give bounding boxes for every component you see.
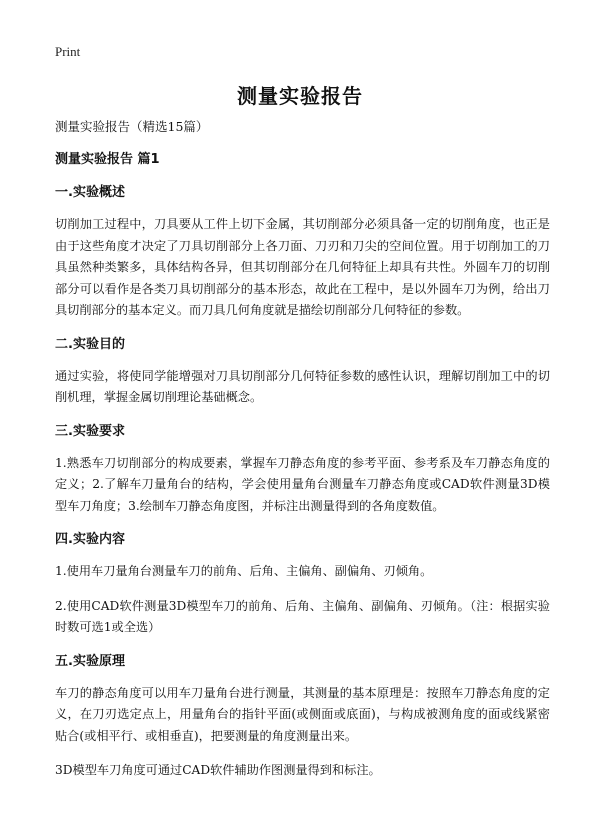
paragraph: 2.使用CAD软件测量3D模型车刀的前角、后角、主偏角、副偏角、刃倾角。（注：根据实验时数可选1或全选） — [55, 598, 550, 634]
print-label: Print — [55, 44, 81, 59]
paragraph: 1.使用车刀量角台测量车刀的前角、后角、主偏角、副偏角、刃倾角。 — [55, 564, 433, 578]
section-purpose — [55, 335, 550, 409]
section-principle — [55, 652, 550, 782]
page-title: 测量实验报告 — [237, 84, 363, 108]
paragraph: 切削加工过程中，刀具要从工件上切下金属，其切削部分必须具备一定的切削角度，也正是由于这些角度才决定了刀具切削部分上各刀面、刀刃和刀尖的空间位置。用于切削加工的刀具虽然种类繁多，具体结构各异，但其切削部分在几何特征上却具有共性。外圆车刀的切削部分可以看作是各类刀具切削部分的基本形态，故此在工程中，是以外圆车刀为例，给出刀具切削部分的基本定义。而刀具几何角度就是描绘切削部分几何特征的参数。 — [55, 217, 550, 317]
paragraph: 通过实验，将使同学能增强对刀具切削部分几何特征参数的感性认识，理解切削加工中的切削机理，掌握金属切削理论基础概念。 — [55, 368, 550, 404]
section-heading: 四.实验内容 — [55, 532, 125, 547]
paragraph: 1.熟悉车刀切削部分的构成要素，掌握车刀静态角度的参考平面、参考系及车刀静态角度的定义；2.了解车刀量角台的结构，学会使用量角台测量车刀静态角度或CAD软件测量3D模型车刀角度；3.绘制车刀静态角度图，并标注出测量得到的各角度数值。 — [55, 455, 550, 513]
article-title: 测量实验报告 篇1 — [55, 152, 160, 167]
section-heading: 二.实验目的 — [55, 336, 125, 352]
section-overview — [55, 183, 550, 322]
section-heading: 五.实验原理 — [55, 653, 125, 669]
section-content — [55, 530, 550, 639]
document-body — [55, 117, 550, 795]
paragraph: 车刀的静态角度可以用车刀量角台进行测量，其测量的基本原理是：按照车刀静态角度的定义，在刀刃选定点上，用量角台的指针平面(或侧面或底面)，与构成被测角度的面或线紧密贴合(或相平行、或相垂直)，把要测量的角度测量出来。 — [55, 685, 550, 743]
section-requirements — [55, 422, 550, 518]
document-subtitle: 测量实验报告（精选15篇） — [55, 119, 209, 134]
section-heading: 一.实验概述 — [55, 185, 125, 200]
section-heading: 三.实验要求 — [55, 423, 125, 439]
paragraph: 3D模型车刀角度可通过CAD软件辅助作图测量得到和标注。 — [55, 763, 381, 777]
